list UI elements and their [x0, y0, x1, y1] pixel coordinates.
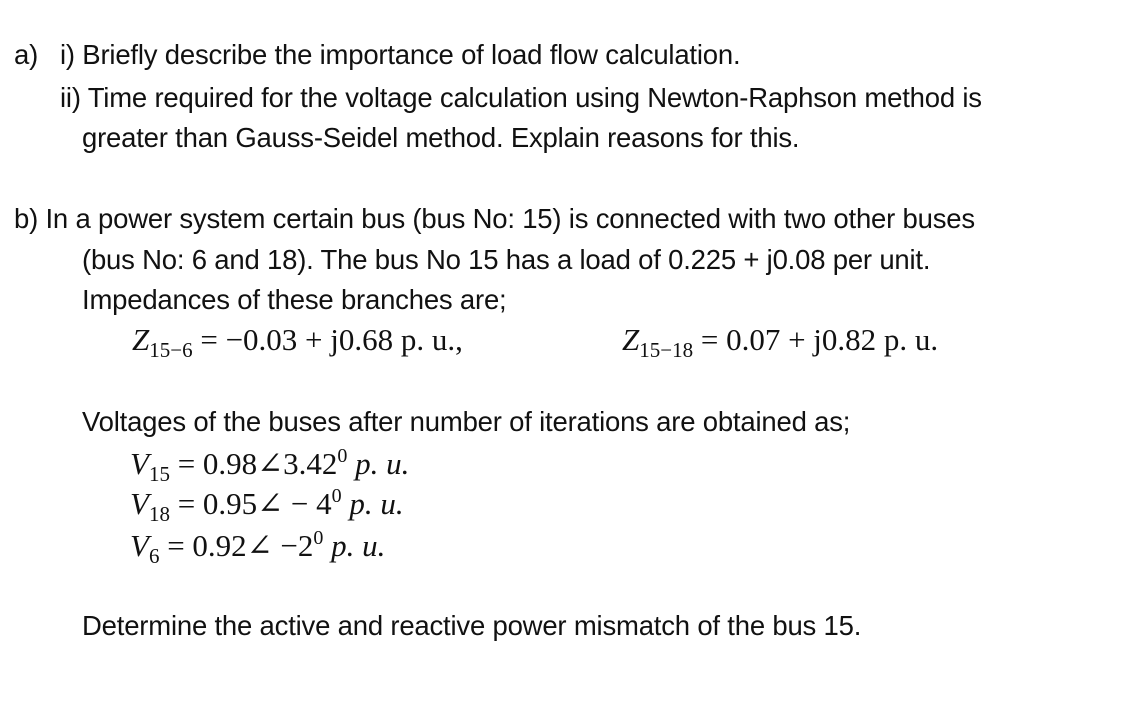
- degree-superscript: 0: [337, 445, 348, 467]
- voltage-value: = 0.98∠3.42: [169, 446, 338, 481]
- part-b-line-2: (bus No: 6 and 18). The bus No 15 has a load of 0.225 + j0.08 per unit.: [82, 244, 931, 275]
- part-b-line-3: Impedances of these branches are;: [82, 284, 507, 315]
- task-statement: Determine the active and reactive power mismatch of the bus 15.: [82, 610, 862, 641]
- part-a-question-ii-line-1: ii) Time required for the voltage calculation using Newton-Raphson method is: [60, 82, 982, 113]
- part-a-question-i: i) Briefly describe the importance of load flow calculation.: [60, 39, 741, 70]
- impedance-symbol: Z: [132, 322, 150, 357]
- voltage-subscript: 18: [148, 502, 170, 526]
- voltage-v6: [130, 527, 386, 568]
- impedance-subscript: 15−6: [149, 338, 193, 362]
- degree-superscript: 0: [313, 527, 324, 549]
- voltages-intro: Voltages of the buses after number of iterations are obtained as;: [82, 406, 851, 437]
- voltage-unit: p. u.: [341, 486, 404, 521]
- part-a-label: a): [14, 39, 39, 70]
- voltage-value: = 0.95∠ − 4: [169, 486, 332, 521]
- part-b-line-1: b) In a power system certain bus (bus No: 15) is connected with two other buses: [14, 203, 975, 234]
- voltage-value: = 0.92∠ −2: [159, 528, 314, 563]
- voltage-subscript: 6: [148, 544, 160, 568]
- voltage-symbol: V: [130, 528, 149, 563]
- impedance-z15-6: [132, 322, 463, 362]
- voltage-v15: [130, 445, 410, 486]
- voltage-unit: p. u.: [347, 446, 410, 481]
- impedance-subscript: 15−18: [639, 338, 694, 362]
- impedance-value: = −0.03 + j0.68 p. u.,: [192, 322, 463, 357]
- voltage-symbol: V: [130, 446, 149, 481]
- voltage-v18: [130, 485, 404, 526]
- impedance-value: = 0.07 + j0.82 p. u.: [693, 322, 939, 357]
- voltage-unit: p. u.: [323, 528, 386, 563]
- voltage-symbol: V: [130, 486, 149, 521]
- part-a-question-ii-line-2: greater than Gauss-Seidel method. Explain reasons for this.: [82, 122, 800, 153]
- voltage-subscript: 15: [148, 462, 170, 486]
- impedance-z15-18: [622, 322, 939, 362]
- degree-superscript: 0: [331, 485, 342, 507]
- impedance-symbol: Z: [622, 322, 640, 357]
